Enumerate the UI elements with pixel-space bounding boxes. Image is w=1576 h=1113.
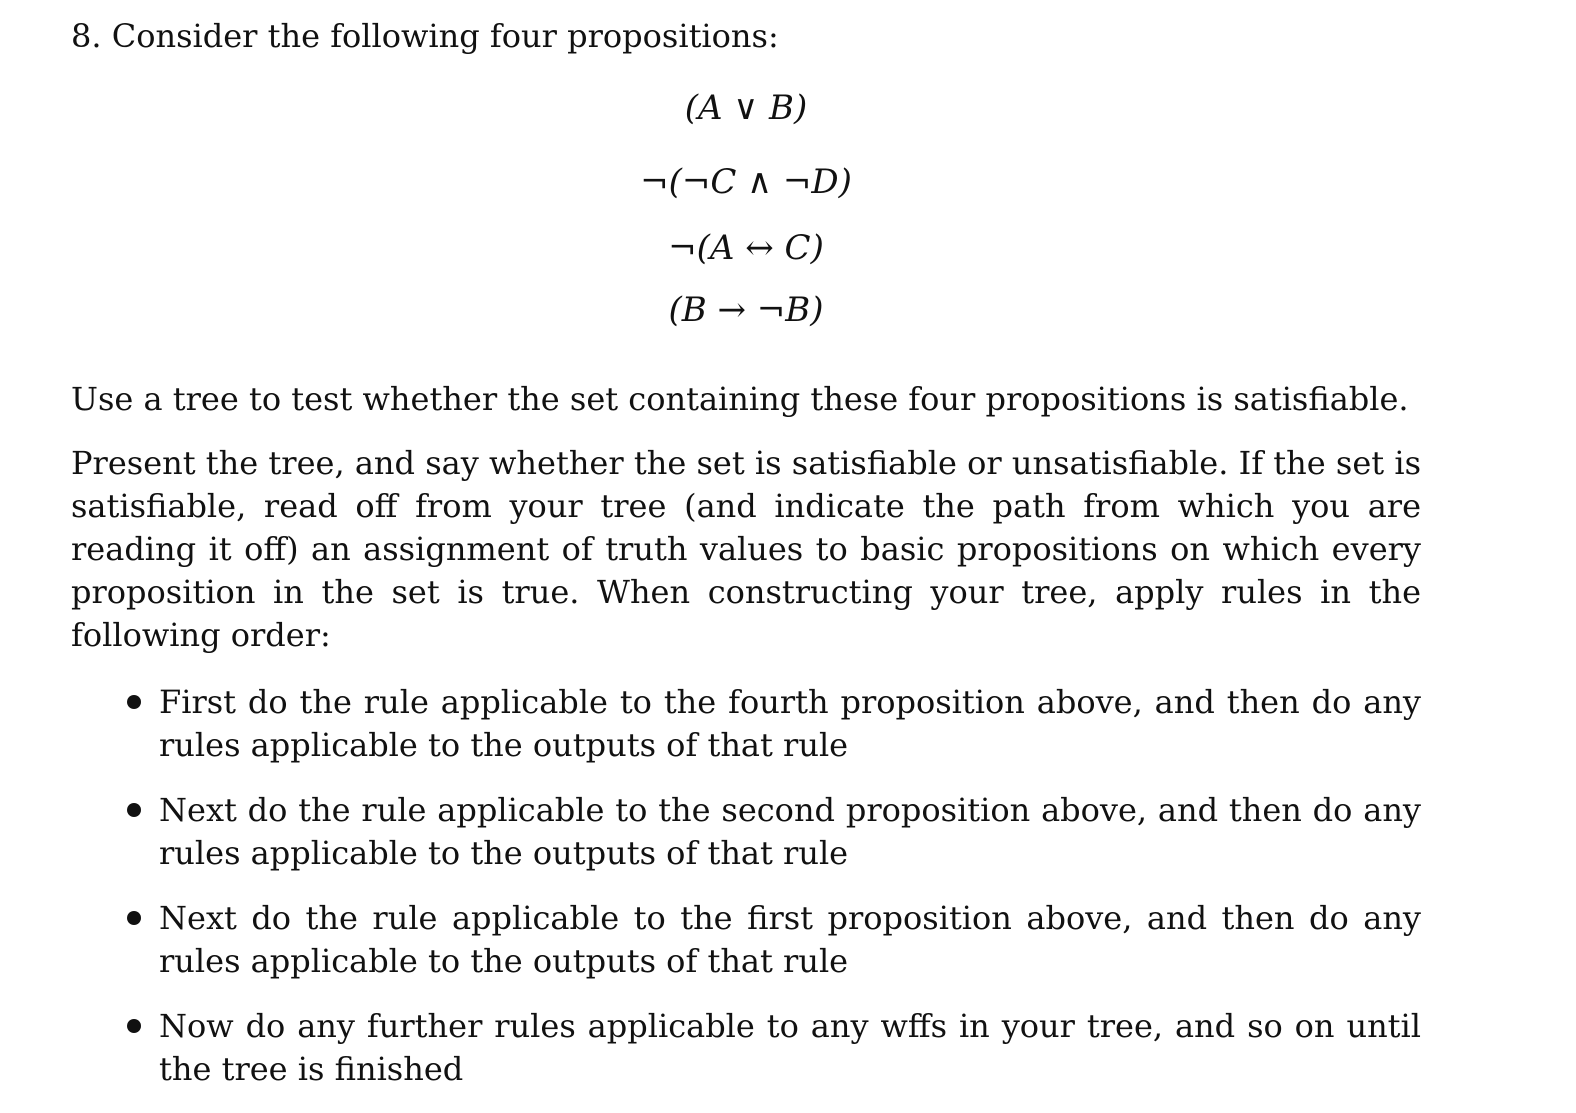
list-item-text: Next do the rule applicable to the first proposition above, and then do any rules applicable to the outputs of that rule <box>159 899 1421 980</box>
rule-order-list <box>71 681 1421 1091</box>
instruction-paragraph-1: Use a tree to test whether the set containing these four propositions is satisfiable. <box>71 380 1409 418</box>
formula-1: (A ∨ B) <box>684 88 808 128</box>
list-item <box>71 897 1421 983</box>
list-item-text: Now do any further rules applicable to any wffs in your tree, and so on until the tree is finished <box>159 1007 1421 1088</box>
document-page <box>71 14 1421 1113</box>
formula-list <box>71 88 1421 330</box>
formula-2: ¬(¬C ∧ ¬D) <box>640 162 852 202</box>
bullet-icon <box>127 911 141 925</box>
formula-4: (B → ¬B) <box>668 290 824 330</box>
bullet-icon <box>127 803 141 817</box>
instruction-paragraph-2: Present the tree, and say whether the set is satisfiable or unsatisfiable. If the set is satisfiable, read off from your tree (and indicate the path from which you are reading it off) an assignment of truth values to basic propositions on which every proposition in the set is true. When constructing your tree, apply rules in the following order: <box>71 444 1421 654</box>
list-item-text: First do the rule applicable to the fourth proposition above, and then do any rules applicable to the outputs of that rule <box>159 683 1421 764</box>
list-item-text: Next do the rule applicable to the second proposition above, and then do any rules applicable to the outputs of that rule <box>159 791 1421 872</box>
list-item <box>71 789 1421 875</box>
list-item <box>71 1005 1421 1091</box>
formula-3: ¬(A ↔ C) <box>668 228 824 268</box>
list-item <box>71 681 1421 767</box>
question-heading: 8. Consider the following four propositions: <box>71 17 779 55</box>
bullet-icon <box>127 695 141 709</box>
bullet-icon <box>127 1019 141 1033</box>
